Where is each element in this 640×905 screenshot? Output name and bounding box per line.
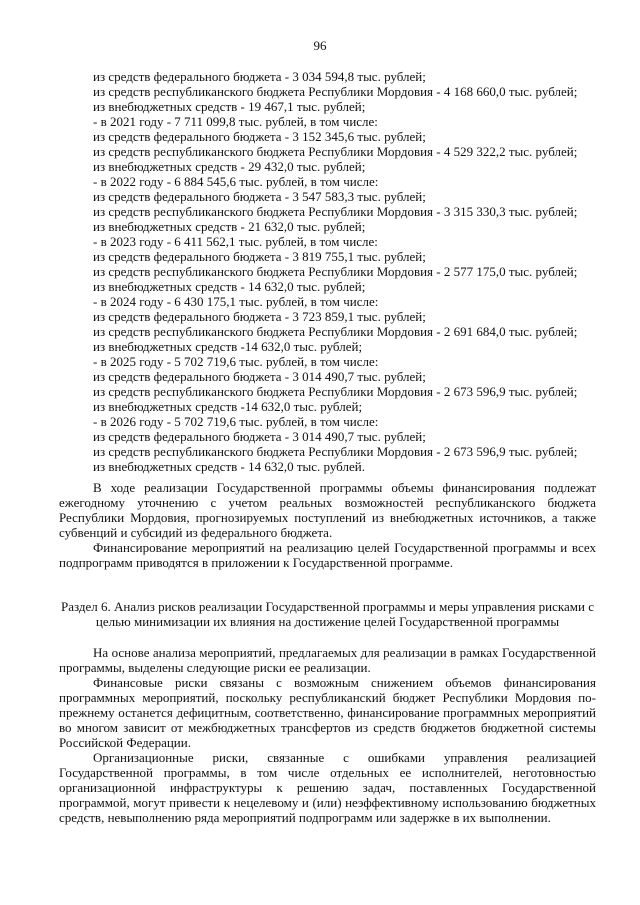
- funding-line: из средств республиканского бюджета Республики Мордовия - 2 691 684,0 тыс. рублей;: [93, 324, 578, 339]
- funding-line: из внебюджетных средств -14 632,0 тыс. рублей;: [93, 339, 363, 354]
- funding-line: из средств федерального бюджета - 3 723 859,1 тыс. рублей;: [93, 309, 426, 324]
- funding-line: из внебюджетных средств -14 632,0 тыс. рублей;: [93, 399, 363, 414]
- funding-list: [93, 69, 613, 474]
- funding-line: - в 2022 году - 6 884 545,6 тыс. рублей, в том числе:: [93, 174, 379, 189]
- funding-line: из средств республиканского бюджета Республики Мордовия - 2 577 175,0 тыс. рублей;: [93, 264, 578, 279]
- paragraph-financing-appendix: Финансирование мероприятий на реализацию целей Государственной программы и всех подпрограмм приводятся в приложении к Государственной программе.: [59, 540, 596, 570]
- funding-line: из средств федерального бюджета - 3 014 490,7 тыс. рублей;: [93, 369, 426, 384]
- page-number: 96: [313, 38, 327, 53]
- funding-line: из внебюджетных средств - 14 632,0 тыс. рублей.: [93, 459, 365, 474]
- funding-line: из средств республиканского бюджета Республики Мордовия - 3 315 330,3 тыс. рублей;: [93, 204, 578, 219]
- funding-line: - в 2023 году - 6 411 562,1 тыс. рублей, в том числе:: [93, 234, 378, 249]
- funding-line: из средств федерального бюджета - 3 014 490,7 тыс. рублей;: [93, 429, 426, 444]
- funding-line: из внебюджетных средств - 19 467,1 тыс. рублей;: [93, 99, 366, 114]
- funding-line: - в 2025 году - 5 702 719,6 тыс. рублей, в том числе:: [93, 354, 379, 369]
- funding-line: из средств республиканского бюджета Республики Мордовия - 4 529 322,2 тыс. рублей;: [93, 144, 578, 159]
- funding-line: из средств федерального бюджета - 3 152 345,6 тыс. рублей;: [93, 129, 426, 144]
- paragraph-financial-risks: Финансовые риски связаны с возможным снижением объемов финансирования программных мероприятий, поскольку республиканский бюджет Республики Мордовия по-прежнему останется дефицитным, соответственно, финансирование программных мероприятий во многом зависит от межбюджетных трансфертов из средств бюджетов бюджетной системы Российской Федерации.: [59, 675, 596, 750]
- section-heading: Раздел 6. Анализ рисков реализации Государственной программы и меры управления рисками с целью минимизации их влияния на достижение целей Государственной программы: [61, 599, 594, 629]
- paragraph-organizational-risks: Организационные риски, связанные с ошибками управления реализацией Государственной программы, в том числе отдельных ее исполнителей, неготовностью организационной инфраструктуры к решению задач, поставленных Государственной программой, могут привести к нецелевому и (или) неэффективному использованию бюджетных средств, невыполнению ряда мероприятий подпрограмм или задержке в их выполнении.: [59, 750, 596, 825]
- funding-line: из внебюджетных средств - 14 632,0 тыс. рублей;: [93, 279, 366, 294]
- funding-line: из внебюджетных средств - 29 432,0 тыс. рублей;: [93, 159, 366, 174]
- funding-line: - в 2024 году - 6 430 175,1 тыс. рублей, в том числе:: [93, 294, 379, 309]
- funding-line: - в 2021 году - 7 711 099,8 тыс. рублей, в том числе:: [93, 114, 378, 129]
- funding-line: из средств республиканского бюджета Республики Мордовия - 2 673 596,9 тыс. рублей;: [93, 444, 578, 459]
- paragraph-risks-intro: На основе анализа мероприятий, предлагаемых для реализации в рамках Государственной программы, выделены следующие риски ее реализации.: [59, 645, 596, 675]
- paragraph-financing-adjustment: В ходе реализации Государственной программы объемы финансирования подлежат ежегодному уточнению с учетом реальных возможностей республиканского бюджета Республики Мордовия, прогнозируемых поступлений из внебюджетных источников, а также субвенций и субсидий из федерального бюджета.: [59, 480, 596, 540]
- funding-line: из средств республиканского бюджета Республики Мордовия - 2 673 596,9 тыс. рублей;: [93, 384, 578, 399]
- funding-line: из средств федерального бюджета - 3 819 755,1 тыс. рублей;: [93, 249, 426, 264]
- funding-line: из внебюджетных средств - 21 632,0 тыс. рублей;: [93, 219, 366, 234]
- funding-line: из средств федерального бюджета - 3 034 594,8 тыс. рублей;: [93, 69, 426, 84]
- funding-line: из средств республиканского бюджета Республики Мордовия - 4 168 660,0 тыс. рублей;: [93, 84, 578, 99]
- funding-line: - в 2026 году - 5 702 719,6 тыс. рублей, в том числе:: [93, 414, 379, 429]
- funding-line: из средств федерального бюджета - 3 547 583,3 тыс. рублей;: [93, 189, 426, 204]
